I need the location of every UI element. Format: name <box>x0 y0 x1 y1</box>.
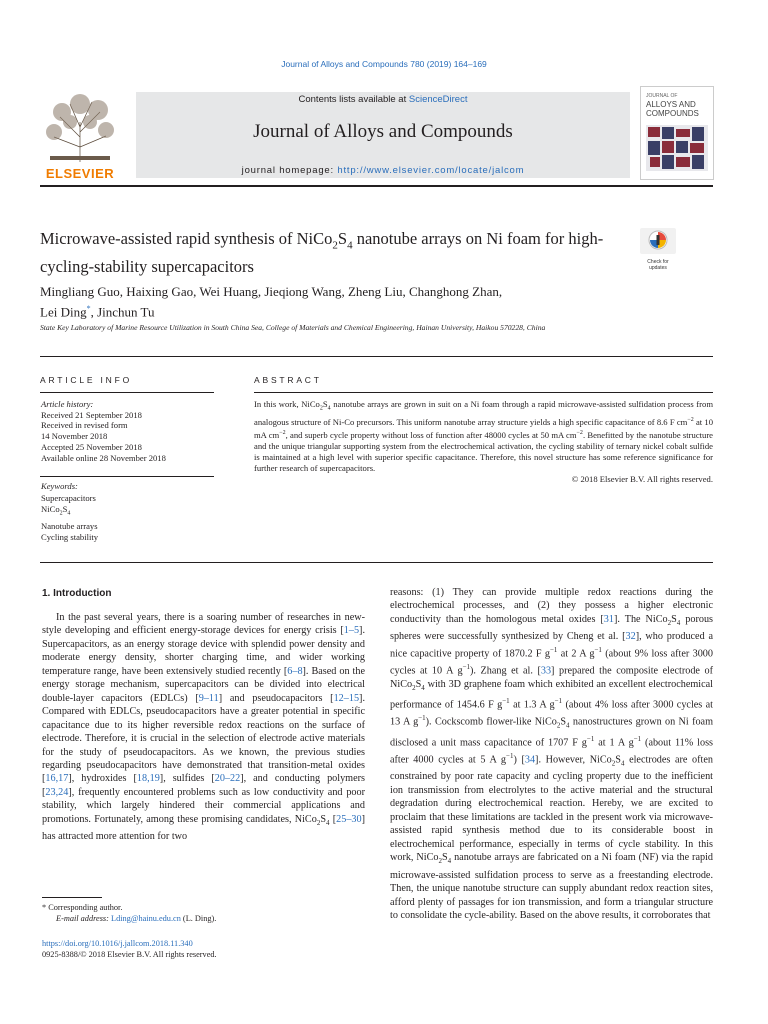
intro-seg: ]. Based on the energy storage mechanism, supercapacitors can be divided into electrical double-layer capacitors (EDLCs) [ <box>42 665 365 704</box>
intro-seg: with 3D graphene foam which exhibited an excellent electrochemical performance of 1454.6 F g <box>390 678 713 711</box>
email-link[interactable]: Lding@hainu.edu.cn <box>111 914 181 924</box>
doi-block <box>42 938 362 961</box>
intro-seg: reasons: (1) They can provide multiple redox reactions during the electrochemical processes, and (2) they possess a higher electronic conductivity than the homologous metal oxides [ <box>390 587 713 625</box>
badge-text <box>640 259 676 271</box>
reference-link[interactable]: 1–5 <box>343 625 360 637</box>
cover-title-line2: ALLOYS AND <box>646 100 696 109</box>
intro-sup: −1 <box>594 645 602 654</box>
intro-sup: −1 <box>554 697 563 706</box>
intro-seg: S <box>441 852 448 864</box>
reference-link[interactable]: 6–8 <box>287 665 303 677</box>
intro-seg: ] prepared the composite electrode of NiCo <box>390 665 713 690</box>
reference-link[interactable]: 23,24 <box>45 786 69 798</box>
cover-title <box>646 100 699 118</box>
intro-sub: 4 <box>447 857 452 866</box>
cover-title-line3: COMPOUNDS <box>646 109 699 118</box>
abs-sup: −2 <box>576 429 583 436</box>
intro-sub: 2 <box>556 721 561 730</box>
intro-paragraph <box>42 611 365 844</box>
intro-seg: S <box>415 678 422 690</box>
reference-link[interactable]: 25–30 <box>336 813 362 825</box>
cover-pattern-icon <box>646 125 708 171</box>
introduction-heading: 1. Introduction <box>42 588 112 599</box>
history-label: Article history: <box>41 399 94 409</box>
keywords-label: Keywords: <box>41 481 78 491</box>
intro-seg: ], hydroxides [ <box>68 773 137 785</box>
badge-line1: Check for <box>647 259 669 265</box>
doi-link[interactable]: https://doi.org/10.1016/j.jallcom.2018.11.340 <box>42 939 193 948</box>
history-revised-date: 14 November 2018 <box>41 431 108 442</box>
intro-sup: −1 <box>586 734 595 743</box>
history-received: Received 21 September 2018 <box>41 409 142 420</box>
reference-link[interactable]: 31 <box>603 613 614 625</box>
intro-seg: (about 9% loss after 3000 cycles at 10 A g <box>390 648 713 677</box>
intro-sub: 4 <box>325 818 330 827</box>
contents-prefix: Contents lists available at <box>298 94 409 105</box>
reference-link[interactable]: 33 <box>540 665 552 677</box>
history-online: Available online 28 November 2018 <box>41 452 166 463</box>
intro-sup: −1 <box>506 751 514 760</box>
footnote <box>42 902 362 925</box>
intro-seg: ]. The NiCo <box>613 613 668 625</box>
article-info-rule <box>40 392 214 393</box>
intro-seg: ], frequently encountered problems such as low conductivity and poor stability, which largely hindered their commercial applications and promotions. Fortunately, among these promising candidates, NiCo <box>42 786 365 825</box>
badge-line2: updates <box>649 265 667 271</box>
intro-paragraph-cont <box>390 586 713 922</box>
title-part-c: nanotube arrays on Ni foam for high-cycling-stability supercapacitors <box>40 229 604 277</box>
journal-title: Journal of Alloys and Compounds <box>253 121 513 142</box>
intro-seg: S <box>671 613 677 625</box>
author-list <box>40 283 640 320</box>
reference-link[interactable]: 12–15 <box>333 692 360 704</box>
abs-sup: −2 <box>687 416 694 423</box>
intro-sub: 2 <box>611 759 616 767</box>
intro-seg: ], who produced a nice capacitive property of 1870.2 F g <box>390 631 713 660</box>
intro-sub: 4 <box>421 683 425 692</box>
journal-homepage <box>136 165 630 176</box>
reference-link[interactable]: 18,19 <box>136 773 160 785</box>
intro-seg: nanotube arrays are fabricated on a Ni foam (NF) via the rapid microwave-assisted sulfidation process to serve as a freestanding electrode. Then, the unique nanotube structure can supply abundant redox reaction sites, afford plenty of passages for ion transmission, and form a triangular structure to consolidate the cycle-ability. Based on the above results, it corroborates that <box>390 852 713 922</box>
footnote-star: * <box>42 903 47 912</box>
title-subscript-1: 2 <box>332 239 338 252</box>
abs-seg: In this work, NiCo <box>254 399 320 409</box>
intro-seg: electrodes are often constrained by poor rate capacity and cycling property due to the inefficient ion transmission from electrolytes to the active material and the structural degradation during electrochemical reaction. Hereby, we are excited to proclaim that these limitations are tackled in the present work via microwave-assisted rapid synthesis method due to its considerable boost in electrochemical performance, especially in terms of cycle stability. In this work, NiCo <box>390 753 713 864</box>
abs-seg: . Benefitted by the nanotube structure and the unique triangular supporting system from the electrochemical activation, the cycling stability of ternary nickel cobalt sulfide is maintained at a high level with superior specific capacitance. Therefore, this novel structure has some reference significance for further research of supercapacitors. <box>254 429 713 473</box>
intro-seg: ). Cockscomb flower-like NiCo <box>425 716 557 728</box>
intro-seg: ], sulfides [ <box>159 773 215 785</box>
sciencedirect-link[interactable]: ScienceDirect <box>408 94 468 105</box>
reference-link[interactable]: 34 <box>524 753 536 765</box>
journal-citation[interactable]: Journal of Alloys and Compounds 780 (2019) 164–169 <box>281 59 487 69</box>
intro-seg: ]. Supercapacitors, as an energy storage device with splendid power density and moderate energy density, shorter charging time, and wider working temperature range, have been extensively studied recently [ <box>42 625 365 677</box>
intro-sup: −1 <box>418 713 426 722</box>
abs-seg: nanotube arrays are grown in suit on a Ni foam through a rapid microwave-assisted sulfidation process from analogous structure of Ni-Co precursors. This uniform nanotube array structure yields a high specific capacitance of 8.6 F cm <box>254 399 713 427</box>
kw2-part-b: S <box>62 504 68 515</box>
footnote-corresponding-text: Corresponding author. <box>46 903 123 912</box>
keywords-rule <box>40 476 214 477</box>
intro-sub: 2 <box>316 818 321 827</box>
abs-seg: , and superb cycle property without loss of function after 48000 cycles at 50 mA cm <box>285 429 577 440</box>
abstract-copyright: © 2018 Elsevier B.V. All rights reserved. <box>571 474 713 484</box>
intro-seg: ]. Compared with EDLCs, pseudocapacitors have a greater potential in specific capacitance due to its higher reversible redox reactions on the surface of electrode. Therefore, it is crucial in the selection of electrode active materials for the study of pseudocapacitors. As we known, the previous studies regarding pseudocapacitors have demonstrated that transition-metal oxides [ <box>42 692 365 785</box>
kw2-part-a: NiCo <box>41 504 60 515</box>
keywords <box>41 481 213 544</box>
intro-seg: ]. However, NiCo <box>535 753 612 765</box>
article-title <box>40 228 630 277</box>
publisher-wordmark: ELSEVIER <box>45 166 115 181</box>
affiliation-rule <box>40 356 713 357</box>
title-part-a: Microwave-assisted rapid synthesis of NiCo <box>40 229 333 248</box>
journal-cover-thumbnail[interactable] <box>640 86 714 180</box>
intro-seg: [ <box>329 813 337 825</box>
intro-seg: porous spheres were successfully synthesized by Cheng et al. [ <box>390 613 714 643</box>
intro-sup: −1 <box>502 697 510 706</box>
abstract-text <box>254 399 713 485</box>
abstract-rule <box>254 392 713 393</box>
reference-link[interactable]: 32 <box>625 631 636 643</box>
keyword-4: Cycling stability <box>41 532 99 543</box>
history-accepted: Accepted 25 November 2018 <box>41 441 142 452</box>
keyword-1: Supercapacitors <box>41 492 96 503</box>
authors-part-a: Mingliang Guo, Haixing Gao, Wei Huang, Jieqiong Wang, Zheng Liu, Changhong Zhan, <box>40 284 503 299</box>
intro-seg: ] has attracted more attention for two <box>42 813 365 843</box>
abstract-bottom-rule <box>40 562 713 563</box>
intro-sub: 2 <box>412 683 416 692</box>
check-for-updates-badge[interactable] <box>640 228 676 271</box>
footnote-email-line <box>42 913 362 924</box>
introduction-column-right <box>390 586 713 922</box>
intro-sub: 4 <box>620 759 625 767</box>
authors-part-c: , Jinchun Tu <box>90 304 155 320</box>
intro-sub: 2 <box>438 857 442 866</box>
reference-link[interactable]: 20–22 <box>214 773 241 785</box>
intro-seg: at 1.3 A g <box>509 699 555 711</box>
tree-icon <box>40 92 120 164</box>
intro-seg: ) [ <box>513 753 525 765</box>
corresponding-author-marker[interactable]: * <box>86 304 91 313</box>
header-rule <box>40 185 713 187</box>
kw2-sub-1: 2 <box>59 510 63 517</box>
abs-sub: 2 <box>319 405 323 412</box>
contents-line <box>136 94 630 105</box>
intro-seg: S <box>560 716 567 728</box>
crossmark-icon <box>640 228 676 254</box>
affiliation: State Key Laboratory of Marine Resource Utilization in South China Sea, College of Materials and Chemical Engineering, Hainan University, Haikou 570228, China <box>40 323 546 332</box>
abs-sup: −2 <box>279 429 286 436</box>
introduction-column-left <box>42 611 365 844</box>
footnote-rule <box>42 897 102 898</box>
intro-seg: (about 11% loss after 4000 cycles at 5 A g <box>390 737 713 765</box>
title-part-b: S <box>337 229 348 248</box>
homepage-link[interactable]: http://www.elsevier.com/locate/jalcom <box>337 165 525 176</box>
intro-sup: −1 <box>633 734 642 743</box>
intro-seg: nanostructures grown on Ni foam disclosed a unit mass capacitance of 1707 F g <box>390 716 713 749</box>
abstract-heading: ABSTRACT <box>254 375 322 385</box>
title-subscript-2: 4 <box>347 239 353 252</box>
abs-seg: S <box>322 399 328 409</box>
reference-link[interactable]: 9–11 <box>198 692 219 704</box>
history-revised-label: Received in revised form <box>41 420 128 431</box>
keyword-2 <box>41 504 213 520</box>
intro-seg: ] and pseudocapacitors [ <box>218 692 334 704</box>
intro-sub: 2 <box>667 618 672 627</box>
intro-seg: at 1 A g <box>594 737 634 749</box>
reference-link[interactable]: 16,17 <box>45 773 69 785</box>
intro-seg: ). Zhang et al. [ <box>470 665 541 677</box>
footnote-corresponding <box>42 902 362 913</box>
authors-part-b: Lei Ding <box>40 304 87 320</box>
issn-copyright: 0925-8388/© 2018 Elsevier B.V. All rights reserved. <box>42 950 217 960</box>
article-info-heading: ARTICLE INFO <box>40 375 133 385</box>
intro-sup: −1 <box>462 662 471 671</box>
intro-seg: at 2 A g <box>557 648 595 660</box>
intro-seg: (about 4% loss after 3000 cycles at 13 A g <box>390 699 713 728</box>
article-history <box>41 399 213 463</box>
intro-sub: 4 <box>566 721 570 730</box>
abs-seg: at 10 mA cm <box>254 416 713 440</box>
abstract-paragraph <box>254 399 713 474</box>
kw2-sub-2: 4 <box>67 510 71 517</box>
intro-sup: −1 <box>549 645 558 654</box>
intro-seg: S <box>615 753 621 765</box>
homepage-prefix: journal homepage: <box>241 165 338 176</box>
abs-sub: 4 <box>327 405 331 412</box>
email-label: E-mail address: <box>56 914 111 924</box>
cover-title-line1: JOURNAL OF <box>646 93 678 99</box>
intro-seg: In the past several years, there is a soaring number of researches in new-style developing and efficient energy-storage devices for energy crisis [ <box>42 612 365 637</box>
intro-seg: ], and conducting polymers [ <box>42 773 365 798</box>
intro-seg: S <box>320 813 326 825</box>
intro-sub: 4 <box>676 618 681 627</box>
email-suffix: (L. Ding). <box>180 914 217 924</box>
keyword-3: Nanotube arrays <box>41 520 98 531</box>
